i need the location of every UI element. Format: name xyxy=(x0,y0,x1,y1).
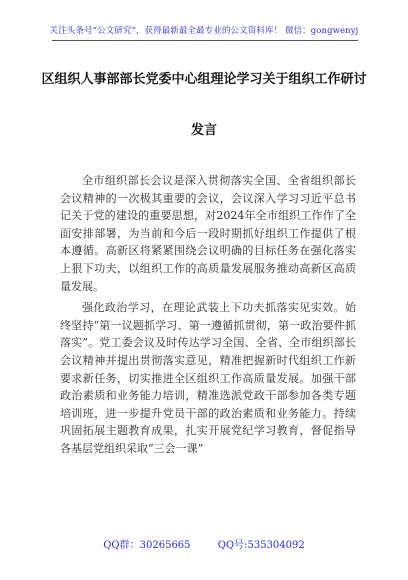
footer-qq-group: QQ群：30265665 xyxy=(103,540,191,551)
header-banner: 关注头条号“公文研究”，获得最新最全最专业的公文资料库！ 微信：gongwenyj xyxy=(49,26,359,36)
document-body xyxy=(60,172,356,462)
document-title-continuation: 发言 xyxy=(190,123,217,138)
header-divider xyxy=(52,40,358,41)
footer-contact xyxy=(0,536,408,551)
body-paragraph: 强化政治学习，在理论武装上下功夫抓落实见实效。始终坚持“第一议题抓学习、第一遵循抓贯彻，第一政治要件抓落实”。党工委会议及时传达学习全国、全省、全市组织部长会议精神并提出贯彻落实意见，精准把握新时代组织工作新要求新任务，切实推进全区组织工作高质量发展。加强干部政治素质和业务能力培训，精准选派党政干部参加各类专题培训班，进一步提升党员干部的政治素质和业务能力。持续巩固拓展主题教育成果，扎实开展党纪学习教育，督促指导各基层党组织采取“三会一课” xyxy=(60,301,356,455)
body-paragraph: 全市组织部长会议是深入贯彻落实全国、全省组织部长会议精神的一次极其重要的会议，会议深入学习习近平总书记关于党的建设的重要思想，对2024年全市组织工作作了全面安排部署，为当前和今后一段时期抓好组织工作提供了根本遵循。高新区将紧紧围绕会议明确的目标任务在强化落实上狠下功夫，以组织工作的高质量发展服务推动高新区高质量发展。 xyxy=(60,174,356,293)
footer-qq-number: QQ号:535304092 xyxy=(217,540,305,551)
document-title: 区组织人事部部长党委中心组理论学习关于组织工作研讨 xyxy=(41,72,367,87)
